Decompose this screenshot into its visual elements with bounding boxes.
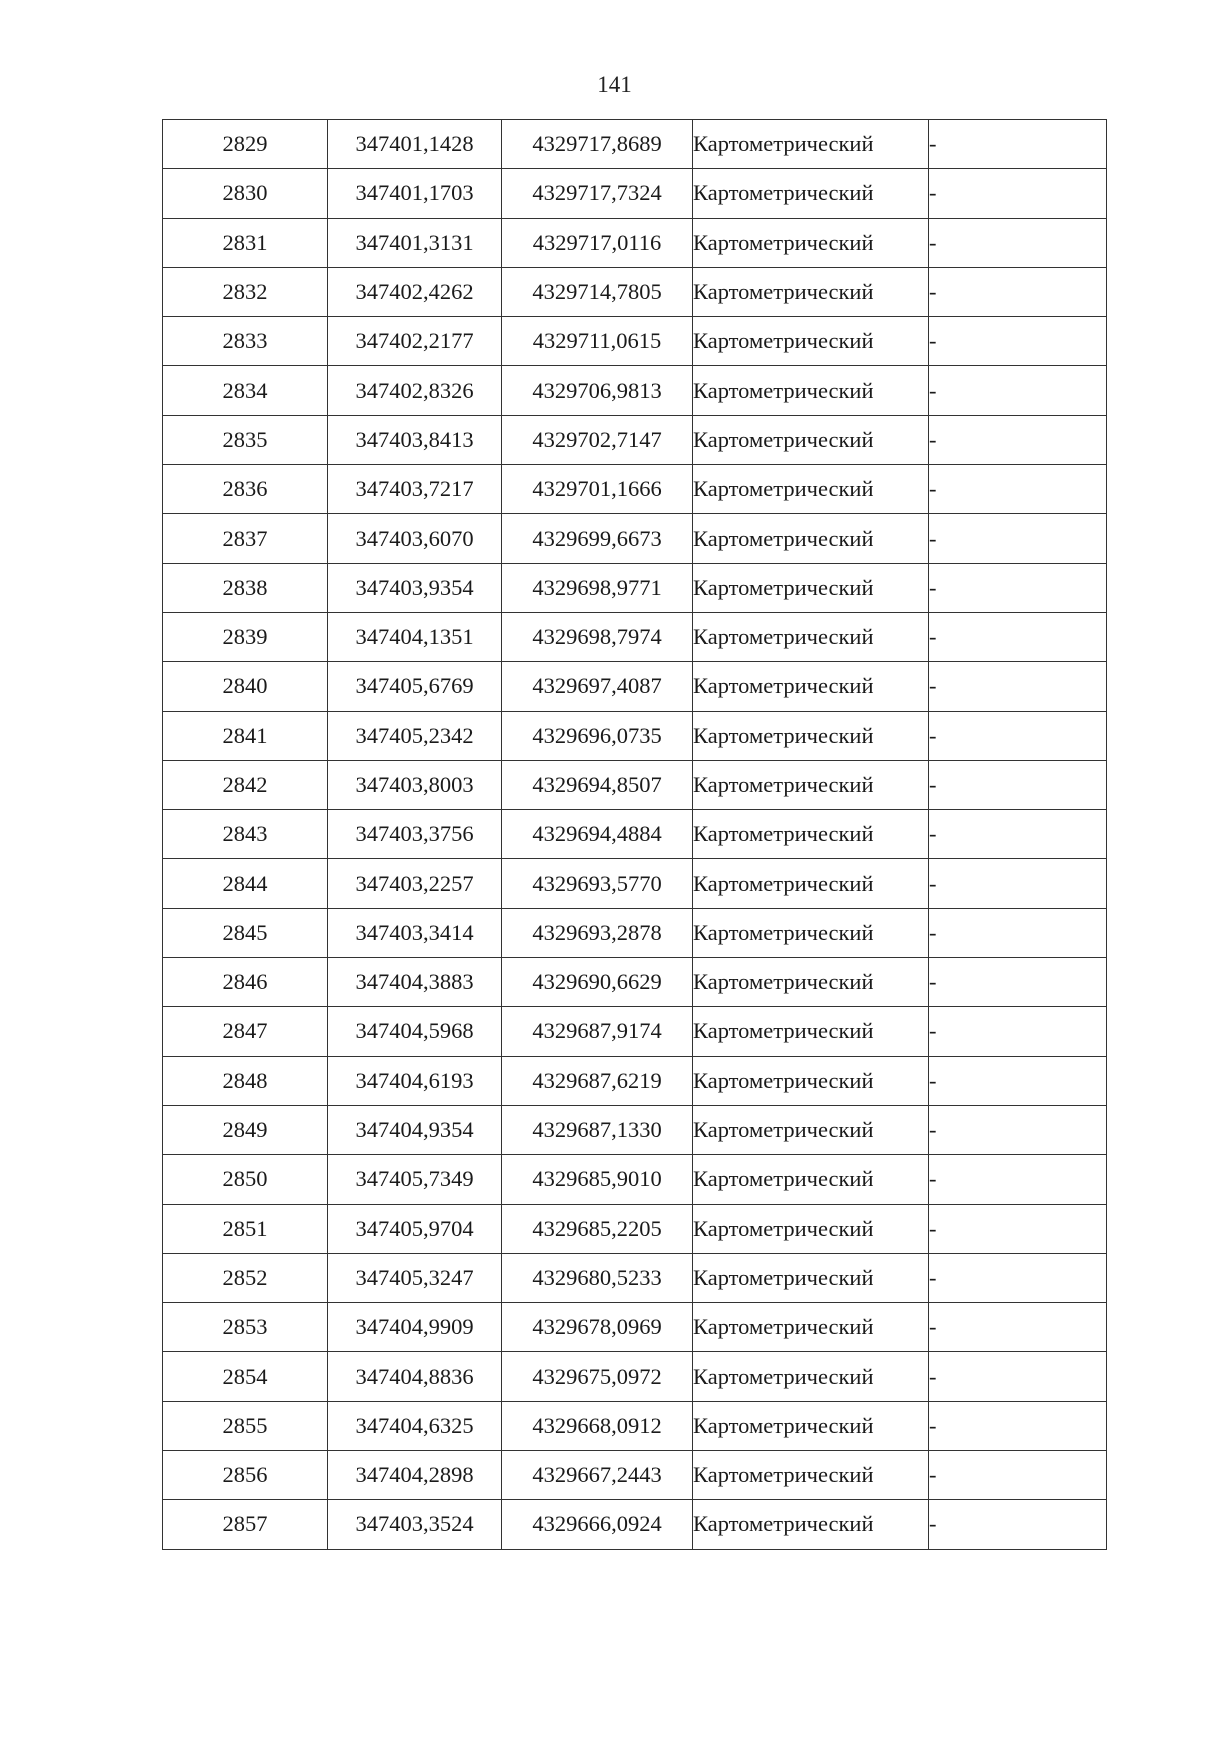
method-cell: Картометрический xyxy=(693,958,929,1007)
note-cell: - xyxy=(929,1155,1107,1204)
note-cell: - xyxy=(929,366,1107,415)
method-cell: Картометрический xyxy=(693,1105,929,1154)
x-coordinate-cell: 347402,2177 xyxy=(328,317,502,366)
point-number-cell: 2843 xyxy=(163,810,328,859)
table-row xyxy=(163,711,1107,760)
y-coordinate-cell: 4329702,7147 xyxy=(502,415,693,464)
method-cell: Картометрический xyxy=(693,1451,929,1500)
note-cell: - xyxy=(929,514,1107,563)
point-number-cell: 2842 xyxy=(163,760,328,809)
x-coordinate-cell: 347403,3414 xyxy=(328,908,502,957)
x-coordinate-cell: 347403,8413 xyxy=(328,415,502,464)
table-row xyxy=(163,317,1107,366)
method-cell: Картометрический xyxy=(693,1352,929,1401)
method-cell: Картометрический xyxy=(693,760,929,809)
method-cell: Картометрический xyxy=(693,218,929,267)
x-coordinate-cell: 347404,2898 xyxy=(328,1451,502,1500)
method-cell: Картометрический xyxy=(693,711,929,760)
point-number-cell: 2841 xyxy=(163,711,328,760)
y-coordinate-cell: 4329698,7974 xyxy=(502,612,693,661)
y-coordinate-cell: 4329680,5233 xyxy=(502,1253,693,1302)
y-coordinate-cell: 4329667,2443 xyxy=(502,1451,693,1500)
table-row xyxy=(163,662,1107,711)
note-cell: - xyxy=(929,1352,1107,1401)
y-coordinate-cell: 4329699,6673 xyxy=(502,514,693,563)
table-row xyxy=(163,1204,1107,1253)
method-cell: Картометрический xyxy=(693,169,929,218)
point-number-cell: 2838 xyxy=(163,563,328,612)
table-row xyxy=(163,1155,1107,1204)
y-coordinate-cell: 4329698,9771 xyxy=(502,563,693,612)
note-cell: - xyxy=(929,612,1107,661)
method-cell: Картометрический xyxy=(693,1303,929,1352)
note-cell: - xyxy=(929,1105,1107,1154)
method-cell: Картометрический xyxy=(693,563,929,612)
method-cell: Картометрический xyxy=(693,317,929,366)
method-cell: Картометрический xyxy=(693,1056,929,1105)
point-number-cell: 2846 xyxy=(163,958,328,1007)
point-number-cell: 2836 xyxy=(163,465,328,514)
x-coordinate-cell: 347404,6193 xyxy=(328,1056,502,1105)
y-coordinate-cell: 4329687,9174 xyxy=(502,1007,693,1056)
x-coordinate-cell: 347405,2342 xyxy=(328,711,502,760)
note-cell: - xyxy=(929,1303,1107,1352)
coordinates-table-body xyxy=(163,120,1107,1550)
y-coordinate-cell: 4329675,0972 xyxy=(502,1352,693,1401)
point-number-cell: 2837 xyxy=(163,514,328,563)
point-number-cell: 2844 xyxy=(163,859,328,908)
coordinates-table xyxy=(162,119,1107,1550)
point-number-cell: 2829 xyxy=(163,120,328,169)
x-coordinate-cell: 347405,7349 xyxy=(328,1155,502,1204)
x-coordinate-cell: 347402,4262 xyxy=(328,267,502,316)
y-coordinate-cell: 4329687,1330 xyxy=(502,1105,693,1154)
x-coordinate-cell: 347403,6070 xyxy=(328,514,502,563)
note-cell: - xyxy=(929,1500,1107,1549)
method-cell: Картометрический xyxy=(693,465,929,514)
point-number-cell: 2853 xyxy=(163,1303,328,1352)
table-row xyxy=(163,563,1107,612)
note-cell: - xyxy=(929,1007,1107,1056)
x-coordinate-cell: 347401,1428 xyxy=(328,120,502,169)
point-number-cell: 2851 xyxy=(163,1204,328,1253)
table-row xyxy=(163,1303,1107,1352)
table-row xyxy=(163,908,1107,957)
point-number-cell: 2854 xyxy=(163,1352,328,1401)
note-cell: - xyxy=(929,958,1107,1007)
note-cell: - xyxy=(929,120,1107,169)
method-cell: Картометрический xyxy=(693,415,929,464)
x-coordinate-cell: 347402,8326 xyxy=(328,366,502,415)
table-row xyxy=(163,514,1107,563)
point-number-cell: 2830 xyxy=(163,169,328,218)
y-coordinate-cell: 4329685,9010 xyxy=(502,1155,693,1204)
method-cell: Картометрический xyxy=(693,612,929,661)
page-number: 141 xyxy=(597,72,632,97)
x-coordinate-cell: 347403,7217 xyxy=(328,465,502,514)
note-cell: - xyxy=(929,465,1107,514)
y-coordinate-cell: 4329678,0969 xyxy=(502,1303,693,1352)
table-row xyxy=(163,810,1107,859)
y-coordinate-cell: 4329687,6219 xyxy=(502,1056,693,1105)
x-coordinate-cell: 347404,3883 xyxy=(328,958,502,1007)
point-number-cell: 2848 xyxy=(163,1056,328,1105)
point-number-cell: 2857 xyxy=(163,1500,328,1549)
point-number-cell: 2845 xyxy=(163,908,328,957)
note-cell: - xyxy=(929,218,1107,267)
method-cell: Картометрический xyxy=(693,1007,929,1056)
table-row xyxy=(163,1105,1107,1154)
table-row xyxy=(163,1451,1107,1500)
point-number-cell: 2831 xyxy=(163,218,328,267)
table-row xyxy=(163,1500,1107,1549)
x-coordinate-cell: 347401,3131 xyxy=(328,218,502,267)
y-coordinate-cell: 4329714,7805 xyxy=(502,267,693,316)
x-coordinate-cell: 347404,5968 xyxy=(328,1007,502,1056)
table-row xyxy=(163,1401,1107,1450)
note-cell: - xyxy=(929,1401,1107,1450)
x-coordinate-cell: 347405,9704 xyxy=(328,1204,502,1253)
note-cell: - xyxy=(929,711,1107,760)
table-row xyxy=(163,120,1107,169)
point-number-cell: 2840 xyxy=(163,662,328,711)
x-coordinate-cell: 347405,3247 xyxy=(328,1253,502,1302)
point-number-cell: 2855 xyxy=(163,1401,328,1450)
x-coordinate-cell: 347404,9909 xyxy=(328,1303,502,1352)
method-cell: Картометрический xyxy=(693,514,929,563)
table-row xyxy=(163,267,1107,316)
point-number-cell: 2835 xyxy=(163,415,328,464)
point-number-cell: 2850 xyxy=(163,1155,328,1204)
point-number-cell: 2833 xyxy=(163,317,328,366)
note-cell: - xyxy=(929,415,1107,464)
table-row xyxy=(163,1056,1107,1105)
y-coordinate-cell: 4329717,7324 xyxy=(502,169,693,218)
y-coordinate-cell: 4329697,4087 xyxy=(502,662,693,711)
y-coordinate-cell: 4329668,0912 xyxy=(502,1401,693,1450)
x-coordinate-cell: 347404,9354 xyxy=(328,1105,502,1154)
table-row xyxy=(163,415,1107,464)
y-coordinate-cell: 4329693,2878 xyxy=(502,908,693,957)
x-coordinate-cell: 347403,8003 xyxy=(328,760,502,809)
table-row xyxy=(163,859,1107,908)
point-number-cell: 2839 xyxy=(163,612,328,661)
method-cell: Картометрический xyxy=(693,1204,929,1253)
method-cell: Картометрический xyxy=(693,366,929,415)
method-cell: Картометрический xyxy=(693,120,929,169)
point-number-cell: 2834 xyxy=(163,366,328,415)
method-cell: Картометрический xyxy=(693,859,929,908)
method-cell: Картометрический xyxy=(693,810,929,859)
note-cell: - xyxy=(929,1451,1107,1500)
x-coordinate-cell: 347404,6325 xyxy=(328,1401,502,1450)
note-cell: - xyxy=(929,267,1107,316)
y-coordinate-cell: 4329685,2205 xyxy=(502,1204,693,1253)
method-cell: Картометрический xyxy=(693,1500,929,1549)
y-coordinate-cell: 4329696,0735 xyxy=(502,711,693,760)
x-coordinate-cell: 347403,2257 xyxy=(328,859,502,908)
point-number-cell: 2852 xyxy=(163,1253,328,1302)
note-cell: - xyxy=(929,810,1107,859)
note-cell: - xyxy=(929,1204,1107,1253)
point-number-cell: 2832 xyxy=(163,267,328,316)
x-coordinate-cell: 347401,1703 xyxy=(328,169,502,218)
table-row xyxy=(163,760,1107,809)
table-row xyxy=(163,169,1107,218)
x-coordinate-cell: 347403,3524 xyxy=(328,1500,502,1549)
x-coordinate-cell: 347403,3756 xyxy=(328,810,502,859)
note-cell: - xyxy=(929,908,1107,957)
table-row xyxy=(163,1007,1107,1056)
method-cell: Картометрический xyxy=(693,908,929,957)
point-number-cell: 2849 xyxy=(163,1105,328,1154)
note-cell: - xyxy=(929,859,1107,908)
table-row xyxy=(163,1352,1107,1401)
table-row xyxy=(163,218,1107,267)
point-number-cell: 2856 xyxy=(163,1451,328,1500)
x-coordinate-cell: 347403,9354 xyxy=(328,563,502,612)
y-coordinate-cell: 4329666,0924 xyxy=(502,1500,693,1549)
x-coordinate-cell: 347405,6769 xyxy=(328,662,502,711)
note-cell: - xyxy=(929,169,1107,218)
y-coordinate-cell: 4329701,1666 xyxy=(502,465,693,514)
y-coordinate-cell: 4329711,0615 xyxy=(502,317,693,366)
table-row xyxy=(163,612,1107,661)
x-coordinate-cell: 347404,8836 xyxy=(328,1352,502,1401)
y-coordinate-cell: 4329694,4884 xyxy=(502,810,693,859)
y-coordinate-cell: 4329717,0116 xyxy=(502,218,693,267)
table-row xyxy=(163,1253,1107,1302)
method-cell: Картометрический xyxy=(693,662,929,711)
table-row xyxy=(163,958,1107,1007)
note-cell: - xyxy=(929,760,1107,809)
note-cell: - xyxy=(929,563,1107,612)
x-coordinate-cell: 347404,1351 xyxy=(328,612,502,661)
method-cell: Картометрический xyxy=(693,1253,929,1302)
y-coordinate-cell: 4329706,9813 xyxy=(502,366,693,415)
point-number-cell: 2847 xyxy=(163,1007,328,1056)
table-row xyxy=(163,465,1107,514)
y-coordinate-cell: 4329693,5770 xyxy=(502,859,693,908)
note-cell: - xyxy=(929,1056,1107,1105)
method-cell: Картометрический xyxy=(693,1401,929,1450)
note-cell: - xyxy=(929,317,1107,366)
y-coordinate-cell: 4329717,8689 xyxy=(502,120,693,169)
table-row xyxy=(163,366,1107,415)
note-cell: - xyxy=(929,662,1107,711)
note-cell: - xyxy=(929,1253,1107,1302)
method-cell: Картометрический xyxy=(693,1155,929,1204)
y-coordinate-cell: 4329690,6629 xyxy=(502,958,693,1007)
y-coordinate-cell: 4329694,8507 xyxy=(502,760,693,809)
method-cell: Картометрический xyxy=(693,267,929,316)
